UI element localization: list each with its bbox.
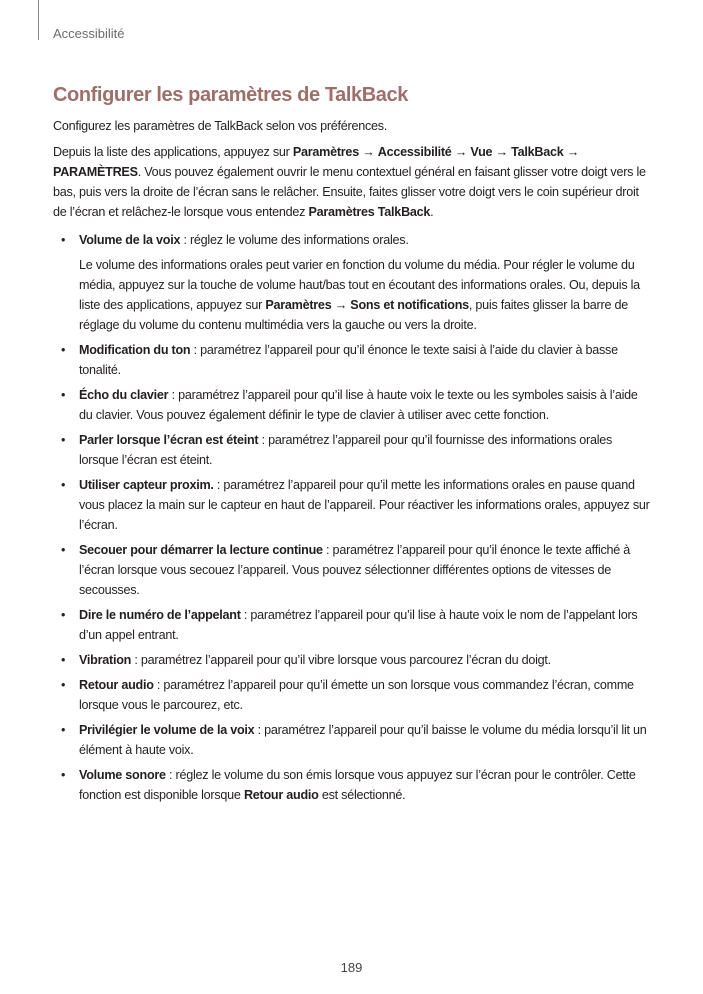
bullet: •	[61, 388, 66, 402]
bullet: •	[61, 433, 66, 447]
item-term: Vibration	[79, 653, 132, 667]
section-header: Accessibilité	[53, 26, 125, 41]
bullet: •	[61, 478, 66, 492]
bullet: •	[61, 678, 66, 692]
item-term: Volume sonore	[79, 768, 166, 782]
settings-list	[53, 230, 653, 805]
bullet: •	[61, 343, 66, 357]
navigation-paragraph: Depuis la liste des applications, appuyez sur Paramètres → Accessibilité → Vue → TalkBack → PARAMÈTRES. Vous pouvez également ouvrir le menu contextuel général en faisant glisser votre doigt vers le bas, puis vers la droite de l’écran sans le relâcher. Ensuite, faites glisser votre doigt vers le coin supérieur droit de l’écran et relâchez-le lorsque vous entendez Paramètres TalkBack.	[53, 145, 646, 219]
list-item: • Écho du clavier : paramétrez l’appareil pour qu’il lise à haute voix le texte ou les symboles saisis à l’aide du clavier. Vous pouvez également définir le type de clavier à utiliser avec cette fonction.	[53, 385, 653, 425]
bullet: •	[61, 653, 66, 667]
list-item: • Modification du ton : paramétrez l’appareil pour qu’il énonce le texte saisi à l’aide du clavier à basse tonalité.	[53, 340, 653, 380]
content-body	[53, 116, 653, 810]
header-divider	[38, 0, 39, 40]
item-term: Volume de la voix	[79, 233, 181, 247]
list-item: • Secouer pour démarrer la lecture continue : paramétrez l’appareil pour qu’il énonce le texte affiché à l’écran lorsque vous secouez l’appareil. Vous pouvez sélectionner différentes options de vitesses de secousses.	[53, 540, 653, 600]
menu-path-vue: Vue	[470, 145, 493, 159]
menu-path-parametres-talkback: Paramètres TalkBack	[308, 205, 431, 219]
item-term: Privilégier le volume de la voix	[79, 723, 255, 737]
item-term: Utiliser capteur proxim.	[79, 478, 214, 492]
item-inline-term: Retour audio	[243, 788, 319, 802]
item-term: Dire le numéro de l’appelant	[79, 608, 241, 622]
list-item: • Volume de la voix : réglez le volume des informations orales. Le volume des informations orales peut varier en fonction du volume du média. Pour régler le volume du média, appuyez sur la touche de volume haut/bas tout en écoutant des informations orales. Ou, depuis la liste des applications, appuyez sur Paramètres → Sons et notifications, puis faites glisser la barre de réglage du volume du contenu multimédia vers la gauche ou vers la droite.	[53, 230, 653, 335]
page-number: 189	[340, 960, 363, 975]
list-item: • Retour audio : paramétrez l’appareil pour qu’il émette un son lorsque vous commandez l’écran, comme lorsque vous le parcourez, etc.	[53, 675, 653, 715]
page-title: Configurer les paramètres de TalkBack	[53, 84, 408, 106]
item-term: Écho du clavier	[79, 388, 169, 402]
menu-path-parametres-caps: PARAMÈTRES	[53, 165, 138, 179]
list-item: • Dire le numéro de l’appelant : paramétrez l’appareil pour qu’il lise à haute voix le nom de l’appelant lors d’un appel entrant.	[53, 605, 653, 645]
menu-path-parametres: Paramètres	[292, 145, 359, 159]
list-item: • Utiliser capteur proxim. : paramétrez l’appareil pour qu’il mette les informations orales en pause quand vous placez la main sur le capteur en haut de l’appareil. Pour réactiver les informations orales, appuyez sur l’écran.	[53, 475, 653, 535]
bullet: •	[61, 233, 66, 247]
item-term: Modification du ton	[79, 343, 191, 357]
item-term: Secouer pour démarrer la lecture continue	[79, 543, 323, 557]
menu-path-talkback: TalkBack	[511, 145, 564, 159]
list-item: • Volume sonore : réglez le volume du son émis lorsque vous appuyez sur l’écran pour le contrôler. Cette fonction est disponible lorsque Retour audio est sélectionné.	[53, 765, 653, 805]
bullet: •	[61, 608, 66, 622]
bullet: •	[61, 723, 66, 737]
list-item: • Parler lorsque l’écran est éteint : paramétrez l’appareil pour qu’il fournisse des informations orales lorsque l’écran est éteint.	[53, 430, 653, 470]
bullet: •	[61, 543, 66, 557]
list-item: • Vibration : paramétrez l’appareil pour qu’il vibre lorsque vous parcourez l’écran du doigt.	[53, 650, 653, 670]
intro-paragraph: Configurez les paramètres de TalkBack selon vos préférences.	[53, 119, 388, 133]
item-term: Retour audio	[79, 678, 154, 692]
item-term: Parler lorsque l’écran est éteint	[79, 433, 259, 447]
item-subparagraph: Le volume des informations orales peut varier en fonction du volume du média. Pour régler le volume du média, appuyez sur la touche de volume haut/bas tout en écoutant des informations orales. Ou, depuis la liste des applications, appuyez sur Paramètres → Sons et notifications, puis faites glisser la barre de réglage du volume du contenu multimédia vers la gauche ou vers la droite.	[79, 258, 640, 332]
list-item: • Privilégier le volume de la voix : paramétrez l’appareil pour qu’il baisse le volume du média lorsqu’il lit un élément à haute voix.	[53, 720, 653, 760]
bullet: •	[61, 768, 66, 782]
menu-path-accessibilite: Accessibilité	[377, 145, 452, 159]
